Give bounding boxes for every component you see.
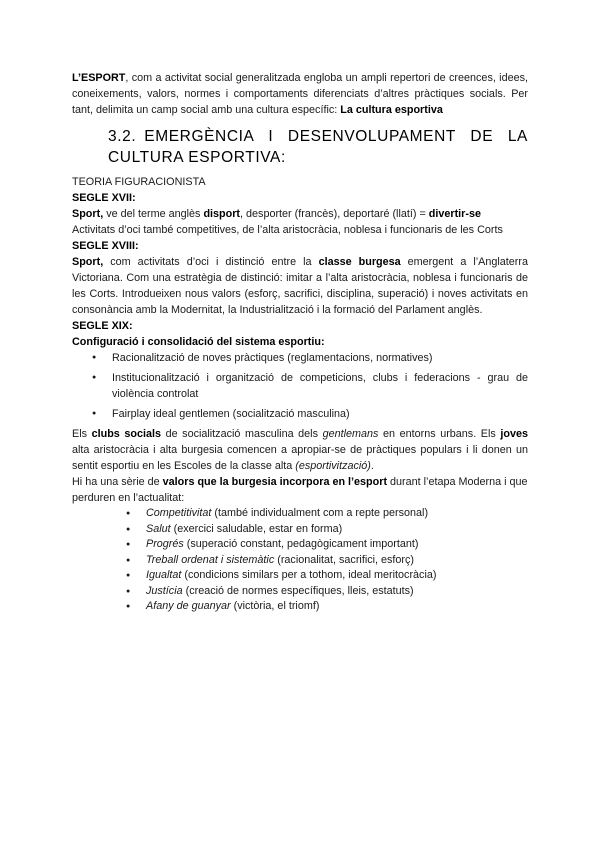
intro-paragraph: L’ESPORT, com a activitat social generalitzada engloba un ampli repertori de creences, idees, coneixements, valors, normes i comportaments diferenciats d’altres pràctiques socials. Per tant, delimita un camp social amb una cultura específic: La cultura esportiva xyxy=(72,72,528,116)
list-item: ● Igualtat (condicions similars per a tothom, ideal meritocràcia) xyxy=(126,568,528,584)
list-item: ● Justícia (creació de normes específiques, lleis, estatuts) xyxy=(126,584,528,600)
values-list xyxy=(72,506,528,615)
list-item: ● Fairplay ideal gentlemen (socialització masculina) xyxy=(92,406,528,422)
s17-line2: Activitats d’oci també competitives, de l’alta aristocràcia, noblesa i funcionaris de les Corts xyxy=(72,224,503,236)
s17-paragraph: Sport, ve del terme anglès disport, desporter (francès), deportaré (llatí) = divertir-se xyxy=(72,208,481,220)
section-heading: 3.2. EMERGÈNCIA I DESENVOLUPAMENT DE LA CULTURA ESPORTIVA: xyxy=(108,128,528,166)
theory-label: TEORIA FIGURACIONISTA xyxy=(72,176,206,188)
s19-subheading: Configuració i consolidació del sistema esportiu: xyxy=(72,336,325,348)
list-item: ● Progrés (superació constant, pedagògicament important) xyxy=(126,537,528,553)
list-item: ● Afany de guanyar (victòria, el triomf) xyxy=(126,599,528,615)
clubs-paragraph: Els clubs socials de socialització masculina dels gentlemans en entorns urbans. Els joves alta aristocràcia i alta burgesia comencen a apropiar-se de pràctiques populars i li donen un sentit esportiu en les Escoles de la classe alta (esportivització). xyxy=(72,428,528,472)
s19-heading: SEGLE XIX: xyxy=(72,320,133,332)
list-item: ● Salut (exercici saludable, estar en forma) xyxy=(126,522,528,538)
list-item: ● Racionalització de noves pràctiques (reglamentacions, normatives) xyxy=(92,350,528,366)
s17-heading: SEGLE XVII: xyxy=(72,192,136,204)
list-item: ● Competitivitat (també individualment com a repte personal) xyxy=(126,506,528,522)
list-item: ● Institucionalització i organització de competicions, clubs i federacions - grau de violència controlat xyxy=(92,370,528,402)
list-item: ● Treball ordenat i sistemàtic (racionalitat, sacrifici, esforç) xyxy=(126,553,528,569)
s18-paragraph: Sport, com activitats d’oci i distinció entre la classe burgesa emergent a l’Anglaterra Victoriana. Com una estratègia de distinció: imitar a l’alta aristocràcia, noblesa i funcionaris de les Corts. Introdueixen nous valors (esforç, sacrifici, disciplina, superació) i noves activitats en consonància amb la Modernitat, la Industrialització i la formació del Parlament anglès. xyxy=(72,256,528,316)
s18-heading: SEGLE XVIII: xyxy=(72,240,139,252)
s19-bullet-list xyxy=(72,350,528,422)
document-page xyxy=(72,70,528,615)
values-paragraph: Hi ha una sèrie de valors que la burgesia incorpora en l’esport durant l’etapa Moderna i que perduren en l’actualitat: xyxy=(72,476,528,504)
